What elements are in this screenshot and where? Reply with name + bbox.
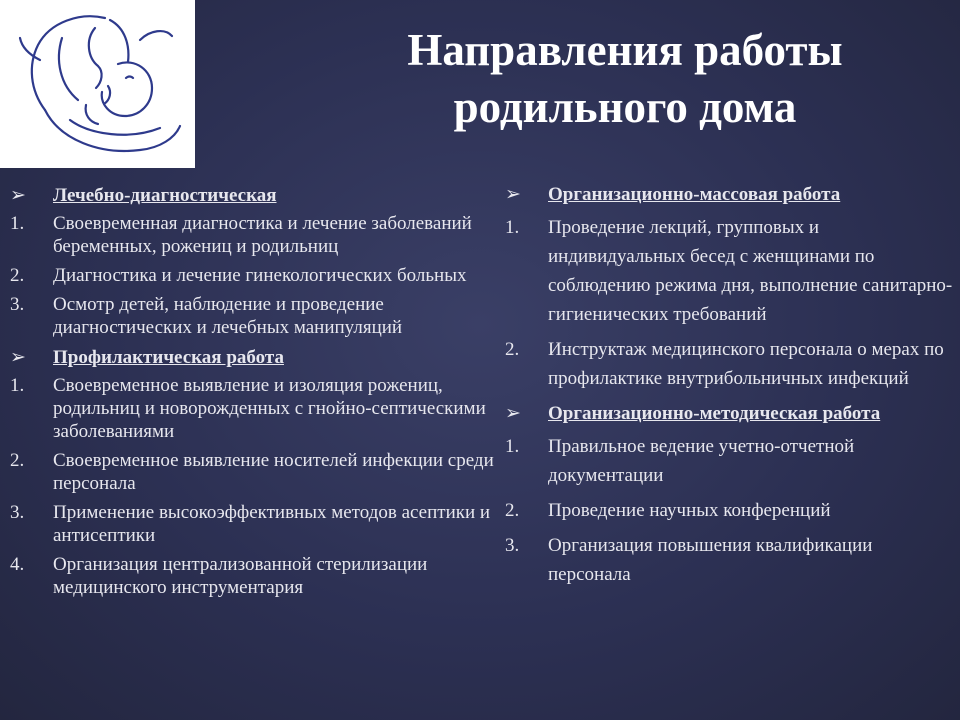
item-number: 1. [10,213,25,234]
mother-child-logo [0,0,195,168]
item-text: Применение высокоэффективных методов асептики и антисептики [53,502,491,546]
item-text: Проведение научных конференций [548,500,831,521]
section-heading-label: Организационно-методическая работа [548,403,881,424]
section-heading [10,345,495,370]
list-item [505,531,955,589]
section-heading-label: Профилактическая работа [53,347,284,368]
item-number: 1. [505,436,520,457]
list-item [10,553,495,599]
slide-title [290,22,960,136]
title-line-2: родильного дома [453,82,797,132]
list-item [10,449,495,495]
item-number: 3. [10,294,25,315]
list-item [10,374,495,443]
left-column [10,183,495,605]
arrow-bullet-icon: ➢ [10,185,26,206]
arrow-bullet-icon: ➢ [10,347,26,368]
list-item [10,264,495,287]
item-number: 2. [505,339,520,360]
item-text: Своевременная диагностика и лечение заболеваний беременных, рожениц и родильниц [53,213,472,257]
section-heading-label: Организационно-массовая работа [548,184,841,205]
section-heading-label: Лечебно-диагностическая [53,185,277,206]
section-heading [505,399,955,428]
list-item [505,213,955,329]
list-item [505,335,955,393]
item-text: Своевременное выявление и изоляция рожениц, родильниц и новорожденных с гнойно-септическими заболеваниями [53,375,486,442]
right-column [505,180,955,595]
arrow-bullet-icon: ➢ [505,403,521,424]
section-heading [505,180,955,209]
item-text: Своевременное выявление носителей инфекции среди персонала [53,450,494,494]
title-line-1: Направления работы [407,25,843,75]
item-number: 2. [10,450,25,471]
item-number: 2. [10,265,25,286]
list-item [10,501,495,547]
item-number: 3. [505,535,520,556]
item-text: Диагностика и лечение гинекологических больных [53,265,467,286]
item-text: Правильное ведение учетно-отчетной документации [548,436,855,486]
section-heading [10,183,495,208]
mother-child-icon [0,0,195,168]
item-text: Инструктаж медицинского персонала о мерах по профилактике внутрибольничных инфекций [548,339,944,389]
list-item [10,212,495,258]
arrow-bullet-icon: ➢ [505,184,521,205]
item-text: Осмотр детей, наблюдение и проведение диагностических и лечебных манипуляций [53,294,403,338]
list-item [10,293,495,339]
item-number: 2. [505,500,520,521]
item-text: Организация повышения квалификации персонала [548,535,873,585]
item-number: 4. [10,554,25,575]
list-item [505,432,955,490]
list-item [505,496,955,525]
item-text: Организация централизованной стерилизации медицинского инструментария [53,554,428,598]
item-number: 1. [10,375,25,396]
item-number: 3. [10,502,25,523]
item-number: 1. [505,217,520,238]
item-text: Проведение лекций, групповых и индивидуальных бесед с женщинами по соблюдению режима дня, выполнение санитарно-гигиенических требований [548,217,953,325]
